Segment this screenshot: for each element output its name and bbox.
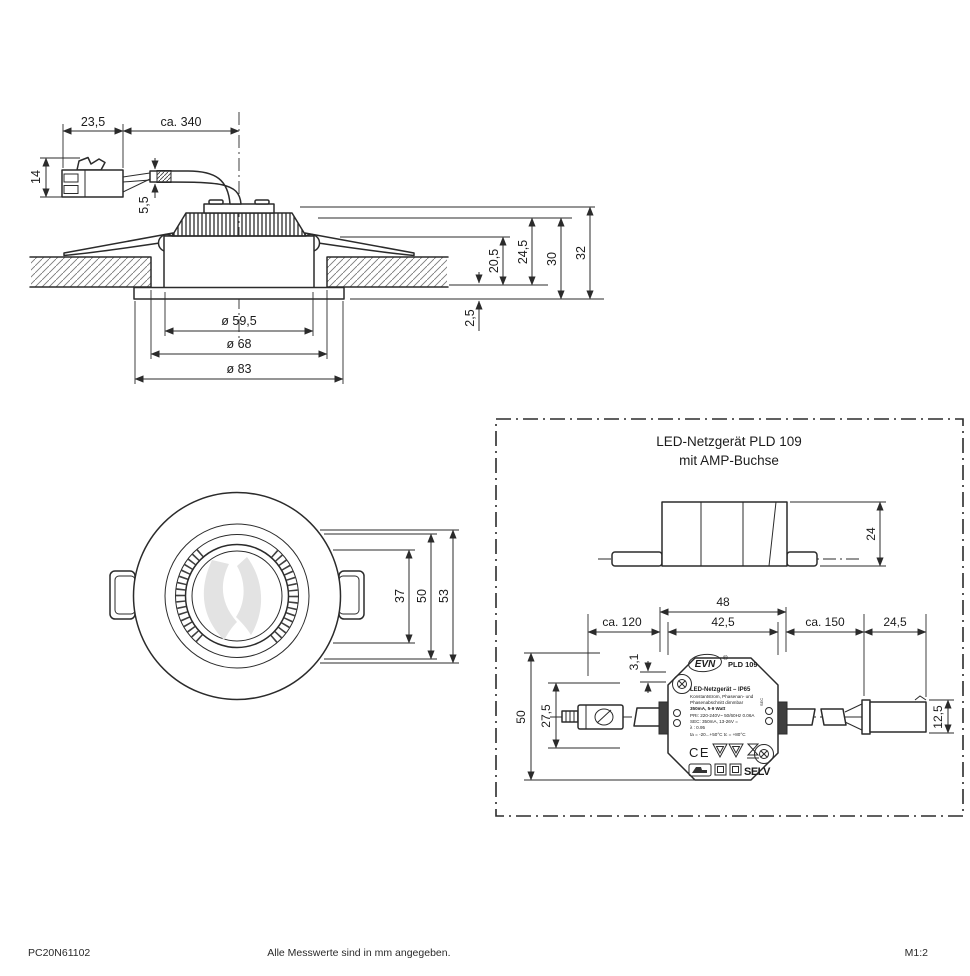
amp-socket <box>862 696 926 734</box>
label-line4: 350mA, 5-9 Watt <box>690 706 726 711</box>
heat-sink <box>172 213 306 236</box>
cable-gland-left <box>659 702 668 734</box>
dim-outer: 53 <box>437 589 451 603</box>
brand: EVN <box>694 659 716 670</box>
doc-number: PC20N61102 <box>28 947 91 959</box>
dim-plug-height: 12,5 <box>931 705 945 729</box>
output-wires <box>845 703 864 731</box>
front-view-downlight <box>110 493 459 700</box>
selv-mark: SELV <box>744 766 770 778</box>
dim-cable-out: ca. 150 <box>805 615 845 629</box>
cable-gland-right <box>778 702 787 734</box>
dim-dia-outer: ø 83 <box>226 362 252 376</box>
label-line2: Konstantstrom, Phasenan- und <box>690 694 754 699</box>
cable-ferrule <box>157 171 171 183</box>
dim-width-total: 48 <box>716 595 730 609</box>
dims-top <box>29 115 239 214</box>
psu-side-text: SEC <box>759 697 764 707</box>
label-line1: LED-Netzgerät – IP65 <box>690 687 751 693</box>
dim-lens: 37 <box>393 589 407 603</box>
side-view-downlight <box>29 112 604 384</box>
reg-mark: ® <box>723 655 728 662</box>
output-cable-1 <box>786 709 815 725</box>
dim-width-body: 42,5 <box>711 615 735 629</box>
dim-cable-in: ca. 120 <box>602 615 642 629</box>
amp-plug <box>62 158 150 198</box>
units-note: Alle Messwerte sind in mm angegeben. <box>267 947 451 959</box>
dim-dia-mid: ø 68 <box>226 337 252 351</box>
psu-side-view <box>598 502 886 566</box>
dim-bezel-lip: 2,5 <box>463 309 477 327</box>
dim-connector-width: 23,5 <box>80 115 106 129</box>
label-line8: ta = -20...+50°C tc = +80°C <box>690 732 746 737</box>
dim-depth3: 30 <box>545 252 559 266</box>
input-plug <box>562 705 623 729</box>
dim-connector-height: 14 <box>29 170 43 184</box>
dim-dia-inner: ø 59,5 <box>221 314 257 328</box>
psu-panel <box>496 419 963 816</box>
dim-cable-dia: 5,5 <box>137 196 151 214</box>
dim-cable-length: ca. 340 <box>160 115 202 129</box>
dim-depth4: 32 <box>574 246 588 260</box>
output-cable-2 <box>821 709 846 725</box>
dim-body-height: 50 <box>514 710 528 724</box>
label-line5: PRI: 220-240V~ 50/60Hz 0.06A <box>690 713 755 718</box>
label-line7: λ : 0.95 <box>690 725 706 730</box>
dim-depth1: 20,5 <box>487 248 501 274</box>
dim-mid: 50 <box>415 589 429 603</box>
psu-title-line2: mit AMP-Buchse <box>679 453 779 468</box>
label-line6: SEC: 350mA, 13-26V = <box>690 719 738 724</box>
label-line3: Phasenabschnitt dimmbar <box>690 700 744 705</box>
psu-title-line1: LED-Netzgerät PLD 109 <box>656 434 802 449</box>
dim-depth2: 24,5 <box>516 239 530 265</box>
lens-rim <box>186 545 289 648</box>
dim-inner-height: 27,5 <box>539 704 553 728</box>
dim-step: 3,1 <box>627 653 641 671</box>
dim-plug-length: 24,5 <box>883 615 907 629</box>
psu-top-view <box>514 595 954 780</box>
drawing-scale: M1:2 <box>904 947 928 959</box>
dim-psu-height: 24 <box>864 527 878 541</box>
lamp-can <box>164 236 314 288</box>
model: PLD 109 <box>728 660 758 669</box>
ce-mark: CE <box>689 745 711 760</box>
lamp-bezel <box>134 288 344 300</box>
